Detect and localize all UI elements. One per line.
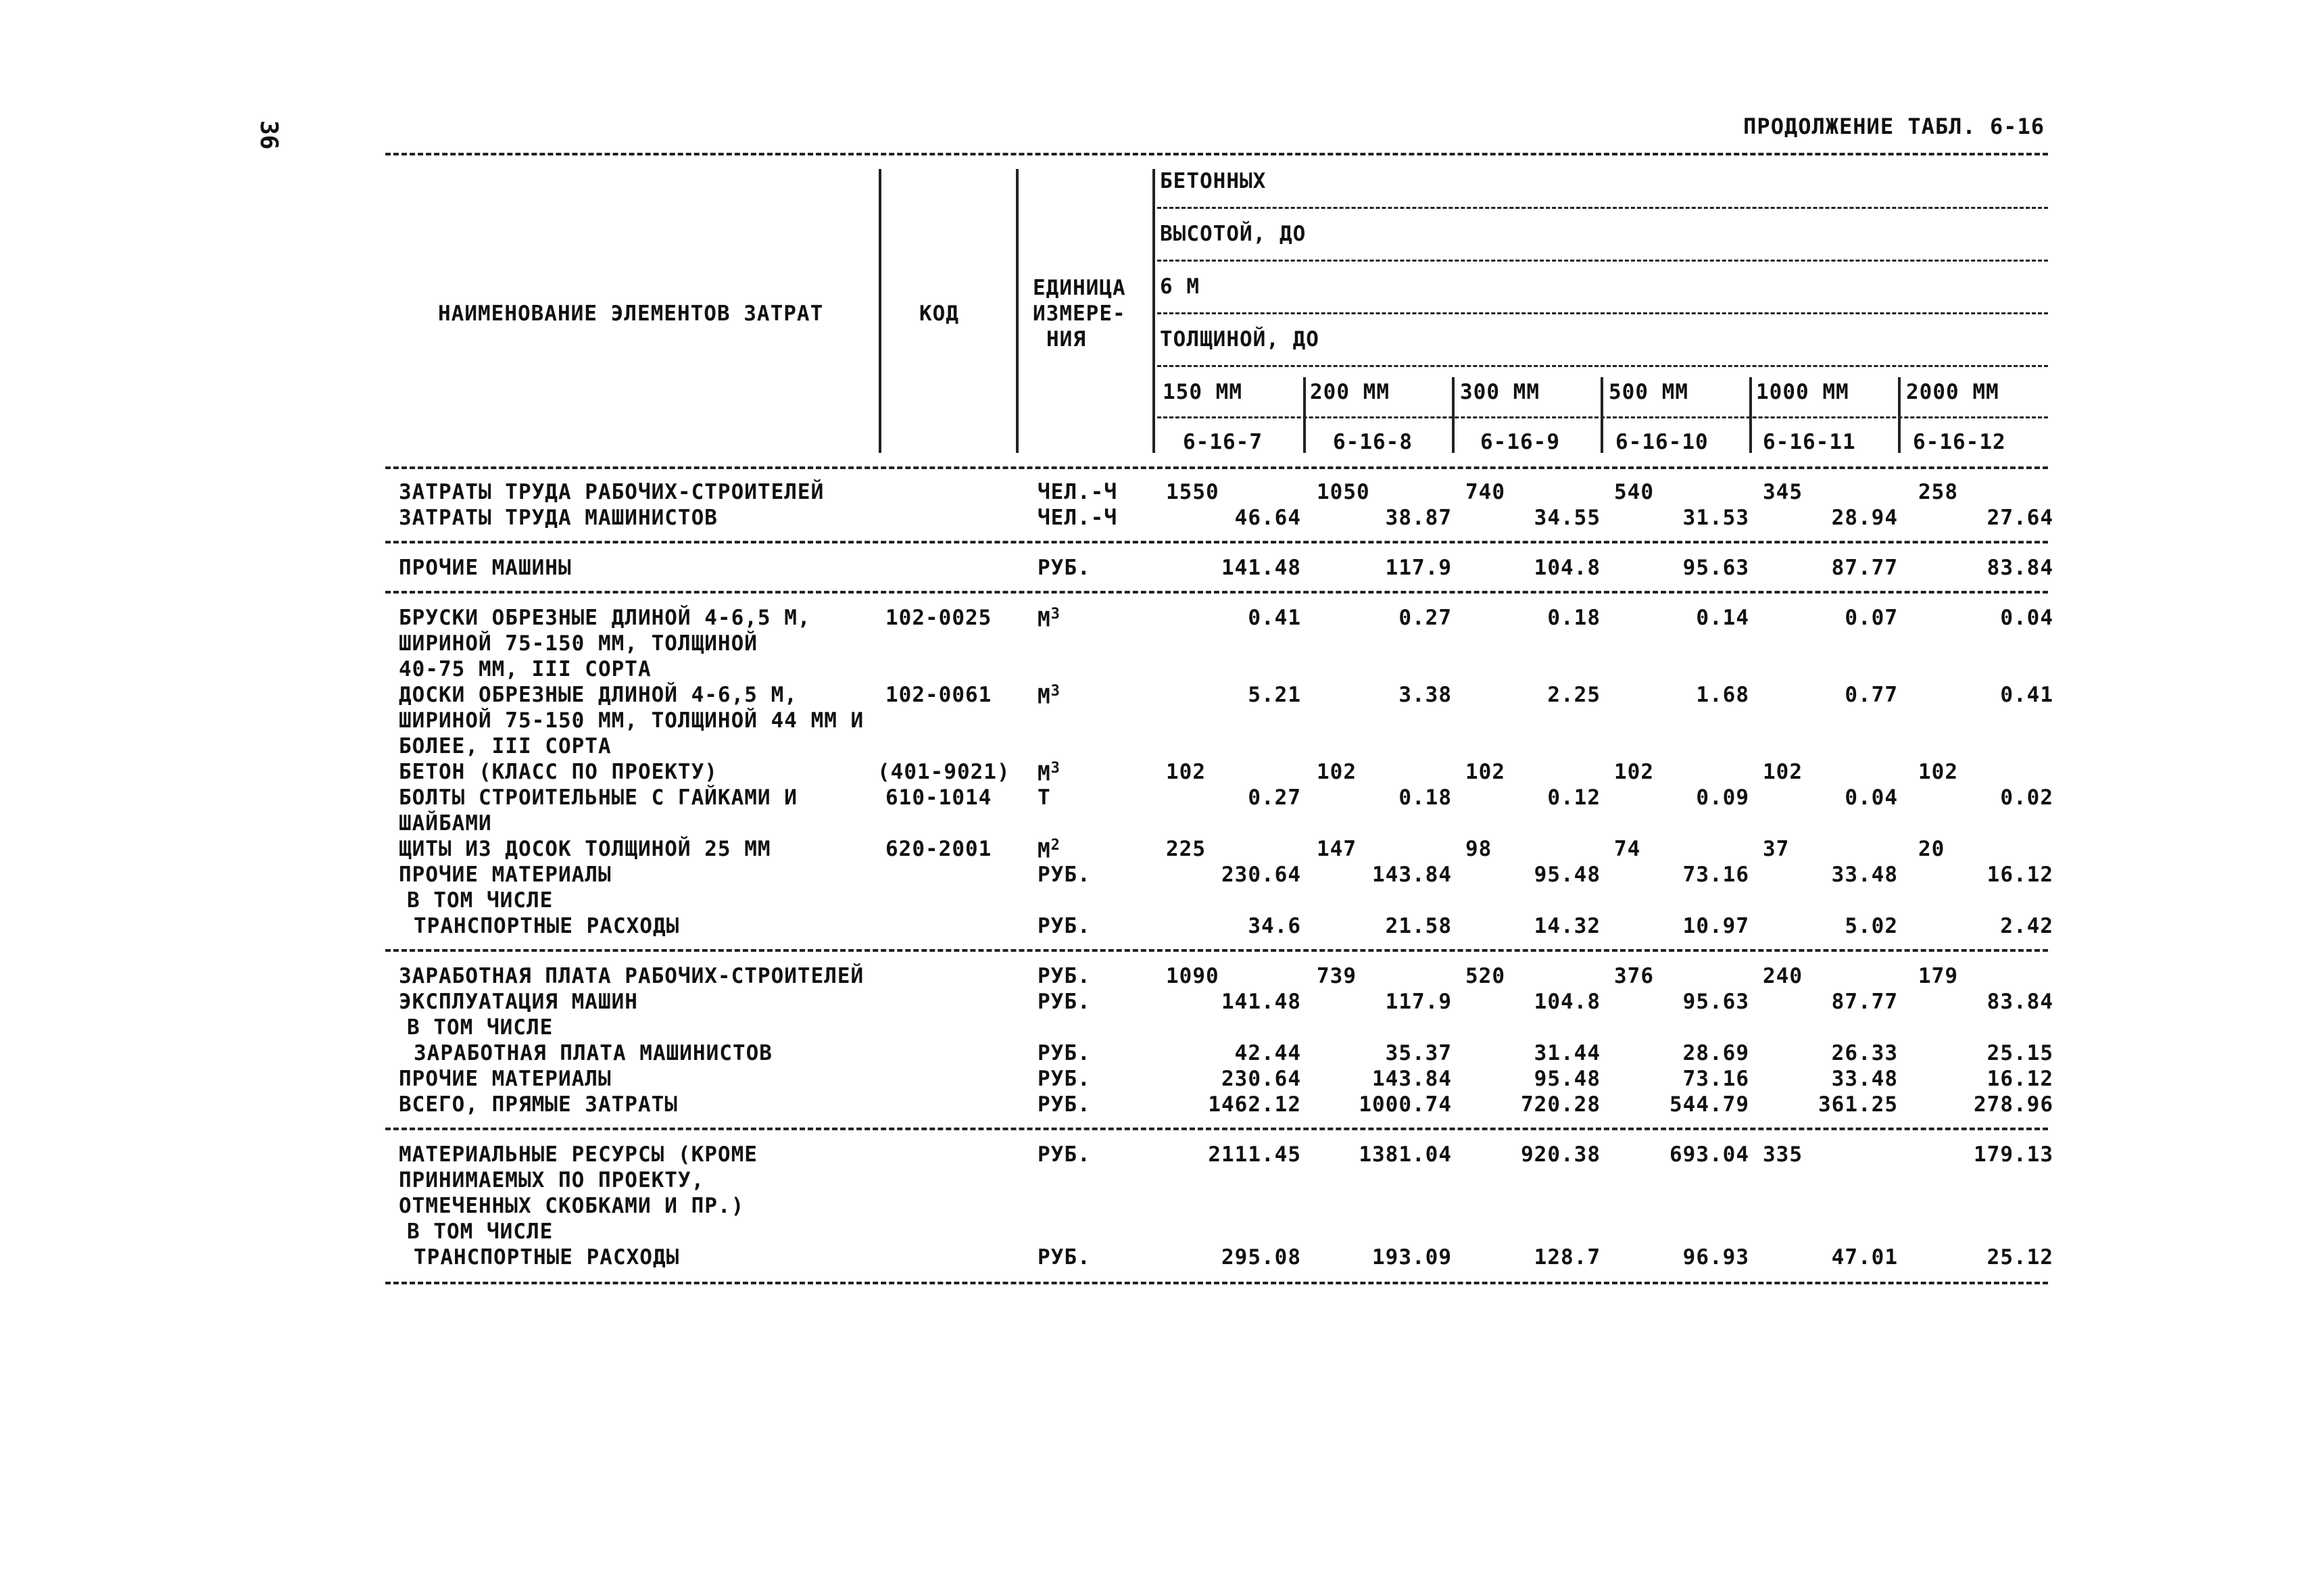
header-level-2: ВЫСОТОЙ, ДО: [1160, 222, 1307, 246]
row-value: 31.44: [1534, 1041, 1601, 1065]
table-caption: ПРОДОЛЖЕНИЕ ТАБЛ. 6-16: [1743, 114, 2045, 139]
row-value: 102: [1317, 760, 1357, 784]
section-rule: [385, 949, 2048, 952]
thickness-300: 300 ММ: [1460, 380, 1540, 404]
table-row: [385, 1219, 2048, 1245]
table-row: [385, 708, 2048, 734]
row-value: 16.12: [1987, 1067, 2053, 1091]
row-value: 33.48: [1831, 1067, 1898, 1091]
header-level-4: ТОЛЩИНОЙ, ДО: [1160, 327, 1319, 352]
code-6-16-8: 6-16-8: [1333, 430, 1413, 454]
row-value: 1050: [1317, 480, 1370, 504]
divider-code-unit: [1016, 169, 1019, 453]
table-row: [385, 785, 2053, 811]
row-name: БОЛТЫ СТРОИТЕЛЬНЫЕ С ГАЙКАМИ И: [399, 785, 798, 810]
table-row: [385, 888, 2048, 914]
row-value: 87.77: [1831, 990, 1898, 1014]
row-value: 520: [1465, 964, 1505, 988]
row-unit: РУБ.: [1038, 863, 1091, 887]
row-value: 3.38: [1398, 683, 1452, 707]
thickness-150: 150 ММ: [1163, 380, 1242, 404]
row-name: ЗАРАБОТНАЯ ПЛАТА РАБОЧИХ-СТРОИТЕЛЕЙ: [399, 964, 864, 988]
row-value: 0.18: [1547, 606, 1601, 630]
row-value: 16.12: [1987, 863, 2053, 887]
row-code: 102-0061: [885, 683, 992, 707]
row-value: 0.18: [1398, 785, 1452, 810]
row-value: 1381.04: [1359, 1142, 1452, 1167]
row-name: В ТОМ ЧИСЛЕ: [407, 1219, 554, 1244]
row-name: ПРИНИМАЕМЫХ ПО ПРОЕКТУ,: [399, 1168, 705, 1192]
table-row: [385, 1092, 2053, 1118]
code-6-16-11: 6-16-11: [1763, 430, 1856, 454]
row-value: 5.21: [1248, 683, 1301, 707]
row-value: 335: [1763, 1142, 1803, 1167]
table-row: [385, 990, 2053, 1015]
row-value: 225: [1166, 837, 1206, 861]
row-value: 34.6: [1248, 914, 1301, 938]
table-row: [385, 506, 2053, 531]
row-name: БЕТОН (КЛАСС ПО ПРОЕКТУ): [399, 760, 718, 784]
row-name: ПРОЧИЕ МАТЕРИАЛЫ: [399, 863, 612, 887]
header-name-col: НАИМЕНОВАНИЕ ЭЛЕМЕНТОВ ЗАТРАТ: [438, 301, 824, 326]
row-value: 2.25: [1547, 683, 1601, 707]
row-value: 1.68: [1696, 683, 1749, 707]
row-value: 14.32: [1534, 914, 1601, 938]
row-unit: РУБ.: [1038, 964, 1091, 988]
section-rule: [385, 591, 2048, 594]
row-value: 0.12: [1547, 785, 1601, 810]
row-unit: РУБ.: [1038, 1142, 1091, 1167]
row-code: (401-9021): [877, 760, 1010, 784]
row-code: 620-2001: [885, 837, 992, 861]
table-row: [385, 760, 2048, 785]
table-row: [385, 837, 2048, 863]
row-value: 0.41: [2000, 683, 2053, 707]
row-name: ОТМЕЧЕННЫХ СКОБКАМИ И ПР.): [399, 1194, 745, 1218]
row-name: ШИРИНОЙ 75-150 ММ, ТОЛЩИНОЙ: [399, 631, 758, 656]
row-unit: ЧЕЛ.-Ч: [1038, 480, 1117, 504]
row-value: 295.08: [1221, 1245, 1301, 1269]
header-unit-col-3: НИЯ: [1046, 327, 1086, 352]
code-6-16-9: 6-16-9: [1480, 430, 1560, 454]
table-row: [385, 657, 2048, 683]
divider-name-code: [879, 169, 881, 453]
row-value: 83.84: [1987, 556, 2053, 580]
header-level-1: БЕТОННЫХ: [1160, 169, 1267, 193]
row-unit: Т: [1038, 785, 1051, 810]
row-value: 96.93: [1682, 1245, 1749, 1269]
section-rule: [385, 541, 2048, 543]
row-code: 610-1014: [885, 785, 992, 810]
row-value: 693.04: [1670, 1142, 1749, 1167]
row-value: 5.02: [1845, 914, 1898, 938]
row-name: ШАЙБАМИ: [399, 811, 492, 836]
col-divider-3: [1601, 377, 1603, 453]
row-unit: РУБ.: [1038, 990, 1091, 1014]
row-code: 102-0025: [885, 606, 992, 630]
header-top-rule: [385, 153, 2048, 155]
header-rule-2: [1157, 260, 2048, 262]
row-name: 40-75 ММ, III СОРТА: [399, 657, 652, 681]
row-value: 95.48: [1534, 1067, 1601, 1091]
row-value: 143.84: [1372, 863, 1452, 887]
row-value: 74: [1614, 837, 1641, 861]
row-value: 193.09: [1372, 1245, 1452, 1269]
row-value: 20: [1918, 837, 1945, 861]
row-value: 117.9: [1385, 556, 1452, 580]
table-row: [385, 1015, 2048, 1041]
row-value: 739: [1317, 964, 1357, 988]
table-row: [385, 863, 2053, 888]
row-value: 87.77: [1831, 556, 1898, 580]
row-value: 26.33: [1831, 1041, 1898, 1065]
table-row: [385, 480, 2048, 506]
row-name: В ТОМ ЧИСЛЕ: [407, 888, 554, 913]
code-6-16-7: 6-16-7: [1183, 430, 1263, 454]
col-divider-2: [1452, 377, 1455, 453]
row-value: 179: [1918, 964, 1958, 988]
table-row: [385, 811, 2048, 837]
row-value: 1462.12: [1208, 1092, 1301, 1117]
row-value: 35.37: [1385, 1041, 1452, 1065]
row-value: 42.44: [1234, 1041, 1301, 1065]
row-name: БОЛЕЕ, III СОРТА: [399, 734, 612, 758]
row-value: 720.28: [1521, 1092, 1601, 1117]
row-value: 2.42: [2000, 914, 2053, 938]
header-rule-3: [1157, 312, 2048, 314]
header-rule-4: [1157, 365, 2048, 367]
row-value: 73.16: [1682, 863, 1749, 887]
row-value: 102: [1763, 760, 1803, 784]
table-row: [385, 964, 2048, 990]
row-value: 0.77: [1845, 683, 1898, 707]
row-value: 1550: [1166, 480, 1219, 504]
row-value: 95.48: [1534, 863, 1601, 887]
row-value: 34.55: [1534, 506, 1601, 530]
row-value: 95.63: [1682, 556, 1749, 580]
row-name: ЗАТРАТЫ ТРУДА МАШИНИСТОВ: [399, 506, 718, 530]
row-value: 102: [1918, 760, 1958, 784]
row-name: ВСЕГО, ПРЯМЫЕ ЗАТРАТЫ: [399, 1092, 678, 1117]
table-row: [385, 914, 2053, 940]
row-value: 37: [1763, 837, 1790, 861]
row-value: 104.8: [1534, 990, 1601, 1014]
row-unit: РУБ.: [1038, 914, 1091, 938]
row-value: 147: [1317, 837, 1357, 861]
header-code-col: КОД: [919, 301, 959, 326]
row-value: 83.84: [1987, 990, 2053, 1014]
thickness-2000: 2000 ММ: [1906, 380, 1999, 404]
row-name: В ТОМ ЧИСЛЕ: [407, 1015, 554, 1040]
section-rule: [385, 1128, 2048, 1130]
table-row: [385, 556, 2053, 581]
row-value: 27.64: [1987, 506, 2053, 530]
row-unit: $М^3$: [1038, 760, 1061, 786]
code-6-16-10: 6-16-10: [1615, 430, 1709, 454]
row-value: 28.94: [1831, 506, 1898, 530]
row-value: 102: [1166, 760, 1206, 784]
row-value: 21.58: [1385, 914, 1452, 938]
row-value: 1090: [1166, 964, 1219, 988]
row-value: 0.27: [1398, 606, 1452, 630]
header-bottom-rule: [385, 466, 2048, 469]
row-value: 179.13: [1974, 1142, 2053, 1167]
row-name: МАТЕРИАЛЬНЫЕ РЕСУРСЫ (КРОМЕ: [399, 1142, 758, 1167]
header-rule-1: [1157, 207, 2048, 209]
thickness-1000: 1000 ММ: [1756, 380, 1849, 404]
row-unit: РУБ.: [1038, 1041, 1091, 1065]
row-value: 143.84: [1372, 1067, 1452, 1091]
row-value: 0.41: [1248, 606, 1301, 630]
row-value: 33.48: [1831, 863, 1898, 887]
table-bottom-rule: [385, 1282, 2048, 1284]
row-value: 0.27: [1248, 785, 1301, 810]
row-unit: РУБ.: [1038, 1092, 1091, 1117]
row-value: 740: [1465, 480, 1505, 504]
row-name: ТРАНСПОРТНЫЕ РАСХОДЫ: [414, 1245, 680, 1269]
row-value: 0.07: [1845, 606, 1898, 630]
row-name: БРУСКИ ОБРЕЗНЫЕ ДЛИНОЙ 4-6,5 М,: [399, 606, 811, 630]
row-unit: $М^2$: [1038, 837, 1061, 863]
row-value: 0.04: [2000, 606, 2053, 630]
row-value: 0.04: [1845, 785, 1898, 810]
row-value: 1000.74: [1359, 1092, 1452, 1117]
row-value: 230.64: [1221, 863, 1301, 887]
thickness-200: 200 ММ: [1310, 380, 1390, 404]
row-value: 230.64: [1221, 1067, 1301, 1091]
row-value: 240: [1763, 964, 1803, 988]
col-divider-5: [1898, 377, 1901, 453]
row-value: 258: [1918, 480, 1958, 504]
row-value: 31.53: [1682, 506, 1749, 530]
row-value: 38.87: [1385, 506, 1452, 530]
row-value: 47.01: [1831, 1245, 1898, 1269]
row-unit: $М^3$: [1038, 606, 1061, 632]
row-value: 0.02: [2000, 785, 2053, 810]
table-row: [385, 734, 2048, 760]
header-level-3: 6 М: [1160, 274, 1200, 299]
code-6-16-12: 6-16-12: [1913, 430, 2006, 454]
row-value: 102: [1465, 760, 1505, 784]
row-value: 73.16: [1682, 1067, 1749, 1091]
row-unit: $М^3$: [1038, 683, 1061, 709]
row-value: 0.09: [1696, 785, 1749, 810]
row-value: 102: [1614, 760, 1654, 784]
row-value: 28.69: [1682, 1041, 1749, 1065]
table-row: [385, 1067, 2053, 1092]
table-row: [385, 1168, 2048, 1194]
header-unit-col-2: ИЗМЕРЕ-: [1033, 301, 1126, 326]
row-name: ЗАРАБОТНАЯ ПЛАТА МАШИНИСТОВ: [414, 1041, 773, 1065]
row-unit: РУБ.: [1038, 556, 1091, 580]
row-name: ДОСКИ ОБРЕЗНЫЕ ДЛИНОЙ 4-6,5 М,: [399, 683, 798, 707]
row-name: ЩИТЫ ИЗ ДОСОК ТОЛЩИНОЙ 25 ММ: [399, 837, 771, 861]
row-name: ЗАТРАТЫ ТРУДА РАБОЧИХ-СТРОИТЕЛЕЙ: [399, 480, 825, 504]
row-value: 46.64: [1234, 506, 1301, 530]
page-number: 36: [255, 120, 283, 150]
row-name: ТРАНСПОРТНЫЕ РАСХОДЫ: [414, 914, 680, 938]
row-value: 98: [1465, 837, 1492, 861]
row-value: 920.38: [1521, 1142, 1601, 1167]
row-value: 104.8: [1534, 556, 1601, 580]
row-value: 376: [1614, 964, 1654, 988]
row-unit: ЧЕЛ.-Ч: [1038, 506, 1117, 530]
row-value: 0.14: [1696, 606, 1749, 630]
row-name: ШИРИНОЙ 75-150 ММ, ТОЛЩИНОЙ 44 ММ И: [399, 708, 864, 733]
row-value: 278.96: [1974, 1092, 2053, 1117]
col-divider-1: [1303, 377, 1306, 453]
table-row: [385, 606, 2053, 632]
table-row: [385, 1142, 2053, 1168]
row-value: 25.15: [1987, 1041, 2053, 1065]
table-row: [385, 1041, 2053, 1067]
row-value: 141.48: [1221, 990, 1301, 1014]
row-value: 117.9: [1385, 990, 1452, 1014]
header-rule-5: [1157, 416, 2048, 418]
thickness-500: 500 ММ: [1609, 380, 1688, 404]
row-value: 128.7: [1534, 1245, 1601, 1269]
row-value: 25.12: [1987, 1245, 2053, 1269]
table-row: [385, 683, 2053, 709]
col-divider-4: [1749, 377, 1752, 453]
row-unit: РУБ.: [1038, 1067, 1091, 1091]
divider-unit-values: [1152, 169, 1155, 453]
row-value: 95.63: [1682, 990, 1749, 1014]
row-name: ПРОЧИЕ МАТЕРИАЛЫ: [399, 1067, 612, 1091]
row-value: 361.25: [1818, 1092, 1898, 1117]
row-value: 10.97: [1682, 914, 1749, 938]
table-row: [385, 1245, 2053, 1271]
row-value: 540: [1614, 480, 1654, 504]
row-value: 544.79: [1670, 1092, 1749, 1117]
table-row: [385, 1194, 2048, 1219]
row-value: 2111.45: [1208, 1142, 1301, 1167]
row-name: ЭКСПЛУАТАЦИЯ МАШИН: [399, 990, 638, 1014]
table-row: [385, 631, 2048, 657]
row-unit: РУБ.: [1038, 1245, 1091, 1269]
row-value: 345: [1763, 480, 1803, 504]
header-unit-col-1: ЕДИНИЦА: [1033, 276, 1126, 300]
row-value: 141.48: [1221, 556, 1301, 580]
row-name: ПРОЧИЕ МАШИНЫ: [399, 556, 572, 580]
